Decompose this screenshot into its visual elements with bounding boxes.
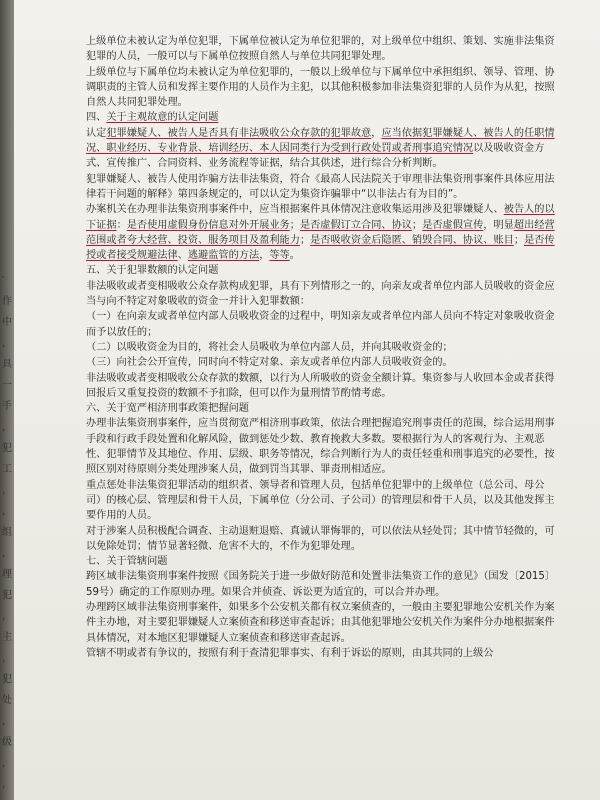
text-run: ； [412, 219, 423, 231]
underlined-text: 应当依据犯罪嫌疑人、被告人的任职情况、职业经历、专业背景、培训经历、本人因同类行为受到行政处罚或者刑事追究情况 [86, 127, 555, 155]
margin-char: 作 [2, 296, 12, 307]
text-run: ； [299, 234, 311, 246]
paragraph [86, 34, 556, 65]
margin-char: 一 [2, 380, 12, 391]
underlined-text: 超出经营范围或者夸大经营、投资、服务项目及盈利能力 [86, 219, 555, 246]
margin-char: ， [2, 422, 12, 433]
text-run: 非法吸收或者变相吸收公众存款的数额，以行为人所吸收的资金全额计算。集资参与人收回本金或者获得回报后又重复投资的数额不予扣除，但可以作为量刑情节酌情考虑。 [86, 372, 555, 399]
text-run: ， [371, 127, 382, 139]
underlined-text: 是否使用虚假身份信息对外开展业务 [126, 219, 290, 231]
underlined-text: 是否虚假宣传 [422, 219, 484, 231]
underlined-text: 逃避监管的方法 [187, 250, 260, 262]
text-run: 重点惩处非法集资犯罪活动的组织者、领导者和管理人员，包括单位犯罪中的上级单位（总公司、母公司）的核心层、管理层和骨干人员，下属单位（分公司、子公司）的管理层和骨干人员，以及其他发挥主要作用的人员。 [86, 479, 555, 522]
paragraph [86, 340, 556, 355]
paragraph [86, 279, 556, 310]
paragraph [86, 600, 556, 646]
text-run: ， [259, 250, 270, 262]
text-run: 非法吸收或者变相吸收公众存款构成犯罪，具有下列情形之一的，向亲友或者单位内部人员吸收的资金应当与向不特定对象吸收的资金一并计入犯罪数额： [86, 280, 555, 308]
text-run: （二）以吸收资金为目的，将社会人员吸收为单位内部人员，并向其吸收资金的； [86, 341, 453, 353]
underlined-text: 是否传授或者接受规避法律 [86, 234, 555, 262]
margin-char: ′ [2, 275, 5, 286]
margin-char: ， [2, 338, 12, 349]
margin-char: 具 [2, 359, 12, 370]
text-run: ，明显 [483, 219, 514, 231]
document-page [14, 0, 600, 800]
margin-char: ， [2, 611, 12, 622]
underlined-text: 犯罪嫌疑人、被告人是否具有非法吸收公众存款的犯罪故意 [106, 127, 372, 139]
text-run: 五、关于犯罪数额的认定问题 [86, 265, 219, 277]
margin-char: 犯 [2, 443, 12, 454]
text-run: 、 [177, 250, 188, 262]
underlined-text: 是否虚假订立合同、协议 [299, 219, 412, 231]
text-run: ： [116, 219, 127, 231]
paragraph [86, 172, 556, 203]
text-run: 六、关于宽严相济刑事政策把握问题 [86, 403, 249, 415]
margin-char: 犯 [2, 590, 12, 601]
margin-char: ， [2, 485, 12, 496]
paragraph [86, 416, 556, 477]
text-run: 上级单位与下属单位均未被认定为单位犯罪的，一般以上级单位与下属单位中承担组织、领导、管理、协调职责的主管人员和发挥主要作用的人员作为主犯，以其他积极参加非法集资犯罪的人员作为从犯，按照自然人共同犯罪处理。 [86, 66, 555, 109]
section-heading [86, 110, 556, 125]
text-run: 办理跨区域非法集资刑事案件，如果多个公安机关都有权立案侦查的，一般由主要犯罪地公安机关作为案件主办地，对主要犯罪嫌疑人立案侦查和移送审查起诉；由其他犯罪地公安机关作为案件分办地根据案件具体情况，对本地区犯罪嫌疑人立案侦查和移送审查起诉。 [86, 601, 555, 644]
underlined-text: 关于主观故意的认定问题 [106, 112, 219, 124]
text-run: 以及吸收资金方式、宣传推广、合同资料、业务流程等证据，结合其供述，进行综合分析判断。 [86, 143, 545, 170]
paragraph [86, 65, 556, 111]
text-run: 跨区域非法集资刑事案件按照《国务院关于进一步做好防范和处置非法集资工作的意见》（国发〔2015〕59号）确定的工作原则办理。如果合并侦查、诉讼更为适宜的，可以合并办理。 [86, 571, 556, 598]
margin-char: 工 [2, 464, 12, 475]
underlined-text: 等等 [269, 250, 290, 262]
text-run: （一）在向亲友或者单位内部人员吸收资金的过程中，明知亲友或者单位内部人员向不特定对象吸收资金而予以放任的； [86, 311, 555, 338]
text-run: 办案机关在办理非法集资刑事案件中，应当根据案件具体情况注意收集运用涉及犯罪嫌疑人、 [86, 204, 504, 216]
margin-char: ， [2, 506, 12, 517]
margin-char: ， [2, 758, 12, 769]
paragraph [86, 309, 556, 340]
text-run: ； [289, 219, 300, 231]
margin-text-strip [2, 270, 14, 795]
text-run: 管辖不明或者有争议的，按照有利于查清犯罪事实、有利于诉讼的原则，由其共同的上级公 [86, 647, 494, 659]
section-heading [86, 263, 556, 278]
section-heading [86, 554, 556, 569]
document-body [86, 34, 556, 661]
margin-char: ， [2, 779, 12, 790]
text-run: ； [513, 234, 525, 246]
text-run: 上级单位未被认定为单位犯罪，下属单位被认定为单位犯罪的，对上级单位中组织、策划、实施非法集资犯罪的人员，一般可以与下属单位按照自然人与单位共同犯罪处理。 [86, 36, 555, 63]
underlined-text: 被告人的以下证据 [86, 204, 555, 231]
paragraph [86, 646, 556, 661]
margin-char: ， [2, 716, 12, 727]
paragraph [86, 569, 556, 600]
paragraph [86, 126, 556, 172]
margin-char: 处 [2, 695, 12, 706]
margin-char: 手 [2, 401, 12, 412]
paragraph [86, 478, 556, 524]
margin-char: 犯 [2, 674, 12, 685]
text-run: 办理非法集资刑事案件，应当贯彻宽严相济刑事政策，依法合理把握追究刑事责任的范围，综合运用刑事手段和行政手段处置和化解风险，做到惩处少数、教育挽救大多数。要根据行为人的客观行为、主观恶性、犯罪情节及其地位、作用、层级、职务等情况，综合判断行为人的责任轻重和刑事追究的必要性，按照区别对待原则分类处理涉案人员，做到罚当其罪、罪责刑相适应。 [86, 418, 555, 476]
margin-char: 级 [2, 737, 12, 748]
margin-char: 中 [2, 317, 12, 328]
text-run: 四、 [86, 112, 107, 124]
underlined-text: 是否吸收资金后隐匿、销毁合同、协议、账目 [310, 234, 514, 246]
margin-char: 组 [2, 527, 12, 538]
margin-char: 主 [2, 632, 12, 643]
margin-char: ， [2, 653, 12, 664]
text-run: 对于涉案人员积极配合调查、主动退赃退赔、真诚认罪悔罪的，可以依法从轻处罚；其中情节轻微的，可以免除处罚；情节显著轻微、危害不大的，不作为犯罪处理。 [86, 525, 555, 552]
text-run: 认定 [86, 127, 107, 139]
paragraph [86, 371, 556, 402]
text-run: 七、关于管辖问题 [86, 556, 168, 568]
paragraph [86, 524, 556, 555]
paragraph [86, 202, 556, 263]
section-heading [86, 401, 556, 416]
text-run: 犯罪嫌疑人、被告人使用诈骗方法非法集资，符合《最高人民法院关于审理非法集资刑事案件具体应用法律若干问题的解释》第四条规定的，可以认定为集资诈骗罪中“以非法占有为目的”。 [86, 173, 555, 200]
text-run: （三）向社会公开宣传，同时向不特定对象、亲友或者单位内部人员吸收资金的。 [86, 357, 453, 369]
paragraph [86, 355, 556, 370]
margin-char: ， [2, 548, 12, 559]
text-run: 。 [289, 250, 300, 262]
margin-char: 理 [2, 569, 12, 580]
